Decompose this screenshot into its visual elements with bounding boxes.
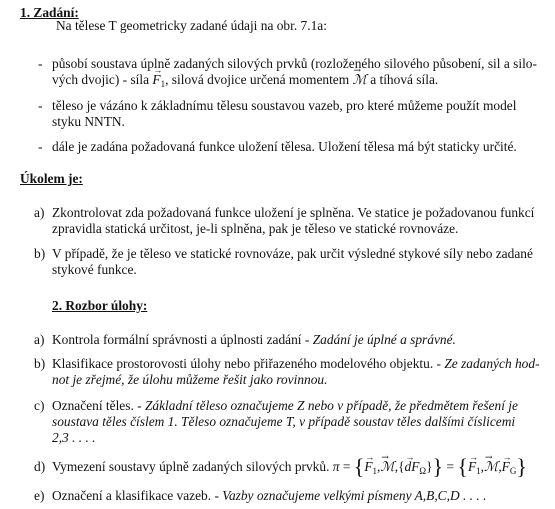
ukol-a-line-2: zpravidla statická určitost, je-li splněna, pak je těleso ve statické rovnováze.	[52, 221, 459, 236]
right-brace: }	[516, 454, 527, 479]
rozbor-d-text: Vymezení soustavy úplně zadaných silových prvků.	[52, 459, 330, 474]
bullet-2-line-1: těleso je vázáno k základnímu tělesu soustavou vazeb, pro které můžeme použít model	[52, 98, 517, 113]
bullet-2-line-2: styku NNTN.	[52, 114, 125, 129]
ukol-a-line-1: Zkontrolovat zda požadovaná funkce uložení je splněna. Ve statice je požadovanou funkcí	[52, 205, 535, 220]
bullet-marker: -	[38, 98, 43, 113]
F-letter: F	[364, 459, 373, 474]
rozbor-marker-a: a)	[34, 332, 45, 347]
rozbor-c-line-2: soustava těles číslem 1. Těleso označujeme T, v případě soustav těles dalšími číslicemi	[52, 414, 516, 429]
rozbor-e-italic: Vazby označujeme velkými písmeny A,B,C,D . . . .	[222, 488, 487, 503]
bullet-1-text-a: vých dvojic) - síla	[52, 72, 153, 87]
ukol-b-line-1: V případě, že je těleso ve statické rovnováze, pak určit výsledné stykové síly nebo zadané	[52, 246, 533, 261]
rozbor-b-line-1	[52, 355, 540, 372]
force-F1-symbol	[364, 459, 372, 474]
comma: ,	[498, 459, 502, 474]
F-letter: F	[152, 72, 161, 87]
bullet-3-line-1: dále je zadána požadovaná funkce uložení tělesa. Uložení tělesa má být staticky určité.	[52, 139, 517, 154]
rozbor-c-italic: Základní těleso označujeme Z nebo v případě, že předmětem řešení je	[144, 398, 518, 413]
section-rozbor-heading: 2. Rozbor úlohy:	[52, 298, 148, 313]
comma: ,	[480, 459, 484, 474]
rozbor-a-italic: Zadání je úplné a správné.	[312, 332, 456, 347]
equals-sign: =	[446, 459, 455, 474]
section-zadani-heading: 1. Zadání:	[20, 5, 79, 20]
pi-symbol: π	[332, 459, 340, 474]
rozbor-a-line	[52, 331, 456, 348]
ukol-marker-b: b)	[34, 246, 46, 261]
ukol-b-line-2: stykové funkce.	[52, 262, 137, 277]
right-brace: }	[432, 454, 444, 479]
rozbor-e-text: Označení a klasifikace vazeb. -	[52, 488, 223, 503]
F-letter: F	[501, 459, 510, 474]
left-brace: {	[353, 454, 365, 479]
rozbor-marker-e: e)	[34, 488, 45, 503]
rozbor-b-italic: Ze zadaných hod-	[444, 356, 540, 371]
left-brace: {	[457, 454, 468, 479]
rozbor-b-line-2: not je zřejmé, že úlohu můžeme řešit jako rovinnou.	[52, 372, 328, 387]
bullet-1-text-c: a tíhová síla.	[366, 72, 439, 87]
rozbor-e-line	[52, 487, 486, 504]
force-F1-symbol	[468, 459, 476, 474]
force-F1-symbol	[152, 72, 160, 87]
dF-letters: dF	[404, 459, 420, 474]
rozbor-marker-c: c)	[34, 398, 45, 413]
rozbor-a-text: Kontrola formální správnosti a úplnosti zadání -	[52, 332, 313, 347]
rozbor-d-line: Vymezení soustavy úplně zadaných silových prvků. π = {→ $F_1,\to$ ℳ,{→ $dF_\Omega$}} = {→ $F_1,\to$ ℳ,→ $F_G$}	[52, 458, 527, 480]
rozbor-c-line-1	[52, 397, 518, 414]
bullet-1-text-b: , silová dvojice určená momentem	[165, 72, 353, 87]
zadani-intro: Na tělese T geometricky zadané údaji na obr. 7.1a:	[56, 18, 327, 33]
comma: ,	[377, 459, 381, 474]
rozbor-marker-b: b)	[34, 356, 46, 371]
rozbor-marker-d: d)	[34, 459, 46, 474]
rozbor-c-text: Označení těles. -	[52, 398, 145, 413]
ukol-marker-a: a)	[34, 205, 45, 220]
moment-M-symbol	[353, 73, 367, 88]
F-subscript: 1	[476, 466, 481, 476]
equals-sign: =	[342, 459, 351, 474]
F-letter: F	[467, 459, 477, 474]
M-letter: ℳ	[352, 73, 367, 88]
rozbor-b-text: Klasifikace prostorovosti úlohy nebo přiřazeného modelového objektu. -	[52, 356, 445, 371]
M-letter: ℳ	[483, 460, 499, 475]
moment-M-symbol	[484, 460, 498, 475]
F-subscript: 1	[372, 466, 378, 476]
section-ukol-heading: Úkolem je:	[20, 171, 83, 186]
F-subscript: 1	[160, 79, 166, 89]
comma: ,	[394, 459, 399, 474]
rozbor-c-line-3: 2,3 . . . .	[52, 430, 96, 445]
M-letter: ℳ	[380, 460, 395, 475]
G-subscript: G	[509, 466, 517, 476]
moment-M-symbol	[380, 460, 394, 475]
bullet-marker: -	[38, 139, 43, 154]
omega-subscript: Ω	[419, 466, 427, 476]
bullet-1-line-1: působí soustava úplně zadaných silových prvků (rozloženého silového působení, sil a silo-	[52, 56, 537, 71]
bullet-marker: -	[38, 56, 43, 71]
distributed-force-symbol	[405, 459, 420, 474]
force-FG-symbol	[502, 459, 510, 474]
bullet-1-line-2	[52, 71, 438, 93]
